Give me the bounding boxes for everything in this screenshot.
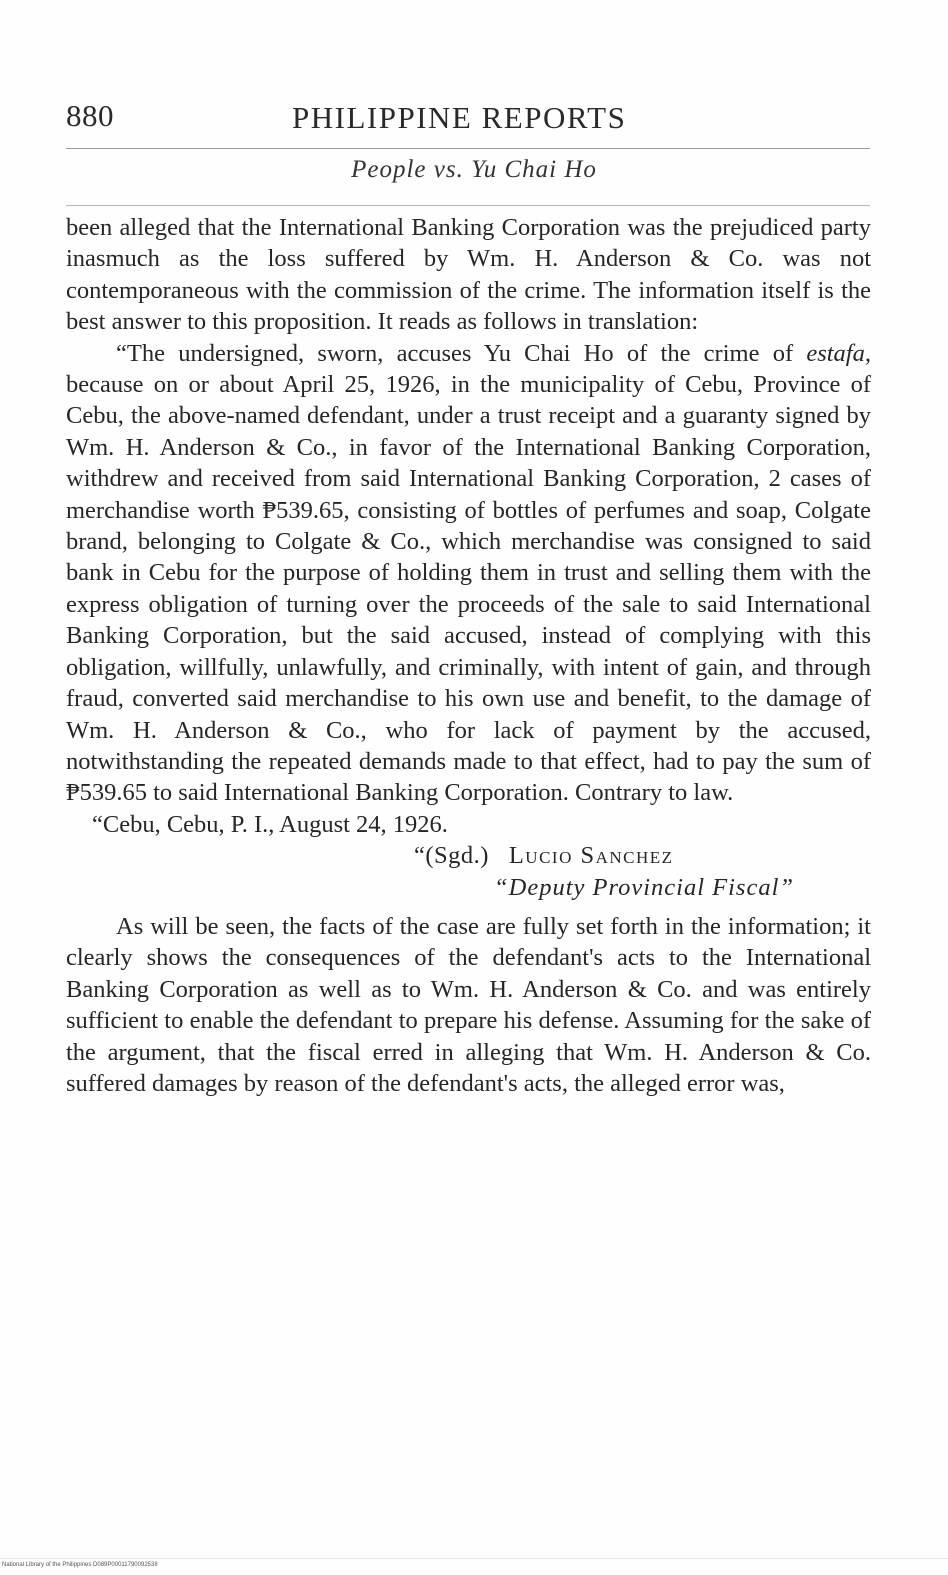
- signature-title: “Deputy Provincial Fiscal”: [494, 873, 794, 901]
- paragraph-opening: been alleged that the International Banking Corporation was the prejudiced party inasmuch as the loss suffered by Wm. H. Anderson & Co. was not contemporaneous with the commission of the crime. The information itself is the best answer to this proposition. It reads as follows in translation:: [66, 214, 871, 336]
- paragraph-gap: [66, 903, 871, 911]
- header-rule: [66, 148, 870, 149]
- case-title-rule: [66, 205, 870, 206]
- signature-prefix: “(Sgd.): [414, 842, 489, 870]
- information-text-rest: because on or about April 25, 1926, in the municipality of Cebu, Province of Cebu, the above-named defendant, under a trust receipt and a guaranty signed by Wm. H. Anderson & Co., in favor of the International Banking Corporation, withdrew and received from said International Banking Corporation, 2 cases of merchandise worth ₱539.65, consisting of bottles of perfumes and soap, Colgate brand, belonging to Colgate & Co., which merchandise was consigned to said bank in Cebu for the purpose of holding them in trust and selling them with the express obligation of turning over the proceeds of the sale to said International Banking Corporation, but the said accused, instead of complying with this obligation, willfully, unlawfully, and criminally, with intent of gain, and through fraud, converted said merchandise to his own use and benefit, to the damage of Wm. H. Anderson & Co., who for lack of payment by the accused, notwithstanding the repeated demands made to that effect, had to pay the sum of ₱539.65 to said International Banking Corporation. Contrary to law.: [66, 371, 871, 807]
- information-text-start: “The undersigned, sworn, accuses Yu Chai Ho of the crime of: [116, 339, 807, 367]
- information-quote: [66, 338, 871, 809]
- case-title: People vs. Yu Chai Ho: [351, 156, 597, 183]
- information-italic-term: estafa,: [806, 339, 871, 367]
- signature-line: [66, 840, 871, 871]
- scan-footer-note: National Library of the Philippines D089P0001179009253II: [2, 1562, 158, 1568]
- running-title: PHILIPPINE REPORTS: [292, 100, 627, 135]
- dateline: “Cebu, Cebu, P. I., August 24, 1926.: [92, 810, 448, 838]
- page-number: 880: [66, 98, 114, 133]
- paragraph-analysis: As will be seen, the facts of the case are fully set forth in the information; it clearly shows the consequences of the defendant's acts to the International Banking Corporation as well as to Wm. H. Anderson & Co. and was entirely sufficient to enable the defendant to prepare his defense. Assuming for the sake of the argument, that the fiscal erred in alleging that Wm. H. Anderson & Co. suffered damages by reason of the defendant's acts, the alleged error was,: [66, 912, 871, 1097]
- body-text: [66, 212, 871, 1099]
- footer-rule: [0, 1558, 948, 1559]
- signature-name: Lucio Sanchez: [508, 842, 674, 870]
